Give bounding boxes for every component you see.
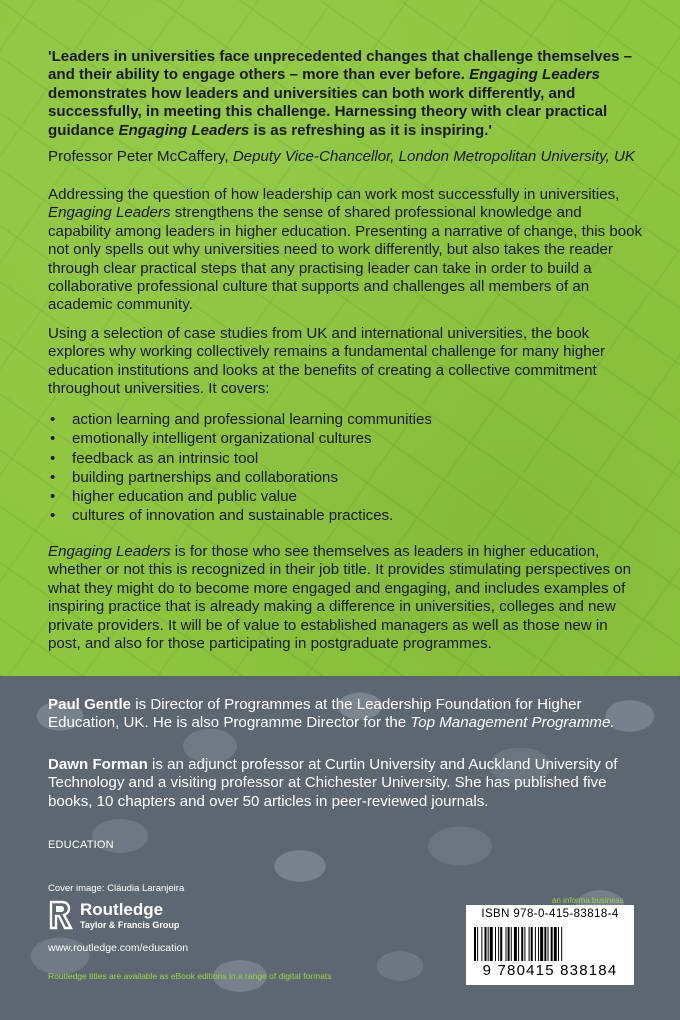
book-title: Engaging Leaders — [48, 204, 171, 222]
description-paragraph: Using a selection of case studies from UK and international universities, the book explores why working collectively remains a fundamental challenge for many higher education institutions and looks at the benefits of creating a collective commitment throughout universities. It covers: — [48, 325, 606, 398]
bullet-icon: • — [50, 411, 56, 428]
bullet-icon: • — [50, 488, 56, 506]
barcode-bar — [488, 927, 489, 961]
list-item: • cultures of innovation and sustainable practices. — [50, 507, 394, 525]
barcode-bar — [500, 927, 502, 961]
barcode-bar — [538, 927, 539, 961]
list-item: • building partnerships and collaborations — [50, 468, 338, 486]
quote-attribution: Professor Peter McCaffery, Deputy Vice-Chancellor, London Metropolitan University, UK — [48, 148, 635, 165]
isbn-digits: 9 780415 838184 — [482, 962, 618, 979]
barcode-bar — [521, 927, 523, 961]
barcode-bar — [561, 927, 562, 961]
isbn-label: ISBN 978-0-415-83818-4 — [481, 908, 619, 920]
isbn-barcode-box — [466, 905, 634, 985]
cover-credit: Cover image: Cláudia Laranjeira — [48, 883, 185, 894]
barcode-bar — [554, 927, 557, 961]
publisher-name: Routledge — [80, 900, 164, 919]
author-bio: Dawn Forman is an adjunct professor at Curtin University and Auckland University of Technology and a visiting professor at Chichester University. She has published five books, 10 chapters and over 50 articles in peer-reviewed journals. — [48, 756, 618, 810]
author-name: Paul Gentle — [48, 696, 132, 713]
barcode-bar — [540, 927, 543, 961]
publisher-logo — [48, 898, 188, 938]
topics-list — [48, 410, 648, 526]
barcode-bar — [490, 927, 493, 961]
author-name: Dawn Forman — [48, 756, 148, 773]
publisher-group: Taylor & Francis Group — [80, 920, 180, 930]
barcode-bar — [524, 927, 525, 961]
list-item: • feedback as an intrinsic tool — [50, 449, 259, 467]
barcode-icon — [472, 927, 628, 961]
barcode-bar — [508, 927, 510, 961]
ebook-note: Routledge titles are available as eBook editions in a range of digital formats — [48, 971, 332, 981]
audience-paragraph: Engaging Leaders is for those who see themselves as leaders in higher education, whether or not this is recognized in their job title. It provides stimulating perspectives on what they might do to become more engaged and engaging, and includes examples of inspiring practice that is already making a difference in universities, colleges and new private providers. It will be of value to established managers as well as those new in post, and also for those participating in postgraduate programmes. — [48, 543, 632, 653]
list-item: • higher education and public value — [50, 488, 297, 506]
bullet-icon: • — [50, 507, 56, 525]
barcode-bar — [551, 927, 553, 961]
barcode-bar — [535, 927, 536, 961]
publisher-website[interactable]: www.routledge.com/education — [48, 942, 189, 954]
bullet-icon: • — [50, 468, 56, 486]
author-bio: Paul Gentle is Director of Programmes at the Leadership Foundation for Higher Education, UK. He is also Programme Director for the Top Management Programme. — [48, 696, 615, 732]
book-title: Engaging Leaders — [118, 121, 250, 139]
barcode-bar — [498, 927, 499, 961]
book-title: Engaging Leaders — [469, 66, 600, 84]
barcode-bar — [531, 927, 533, 961]
barcode-bar — [477, 927, 478, 961]
list-item: • action learning and professional learning communities — [50, 411, 432, 428]
barcode-bar — [495, 927, 496, 961]
bullet-icon: • — [50, 430, 56, 448]
bullet-icon: • — [50, 449, 56, 467]
barcode-bar — [511, 927, 512, 961]
barcode-bar — [485, 927, 487, 961]
barcode-bar — [529, 927, 530, 961]
endorsement-quote: 'Leaders in universities face unprecedented changes that challenge themselves – and their ability to engage others – more than ever before. Engaging Leaders demonstrates how leaders and universities can both work differently, and successfully, in meeting this challenge. Harnessing theory with clear practical guidance Engaging Leaders is as refreshing as it is inspiring.' — [48, 48, 633, 139]
barcode-bar — [548, 927, 549, 961]
barcode-bar — [544, 927, 546, 961]
barcode-bar — [518, 927, 519, 961]
author-panel — [0, 676, 680, 1020]
subject-category: EDUCATION — [48, 839, 114, 851]
barcode-bar — [481, 927, 482, 961]
informa-tagline: an informa business — [552, 896, 624, 905]
description-paragraph: Addressing the question of how leadership can work most successfully in universities, Engaging Leaders strengthens the sense of shared professional knowledge and capability among leaders in higher education. Presenting a narrative of change, this book not only spells out why universities need to work differently, but also takes the reader through clear practical steps that any practising leader can take in order to build a collaborative professional culture that supports and challenges all members of an academic community. — [48, 186, 643, 314]
barcode-bar — [558, 927, 559, 961]
list-item: • emotionally intelligent organizational cultures — [50, 430, 372, 448]
barcode-bar — [514, 927, 517, 961]
barcode-bar — [506, 927, 507, 961]
book-title: Engaging Leaders — [48, 543, 171, 560]
routledge-logo-icon — [48, 900, 74, 930]
barcode-bar — [474, 927, 476, 961]
